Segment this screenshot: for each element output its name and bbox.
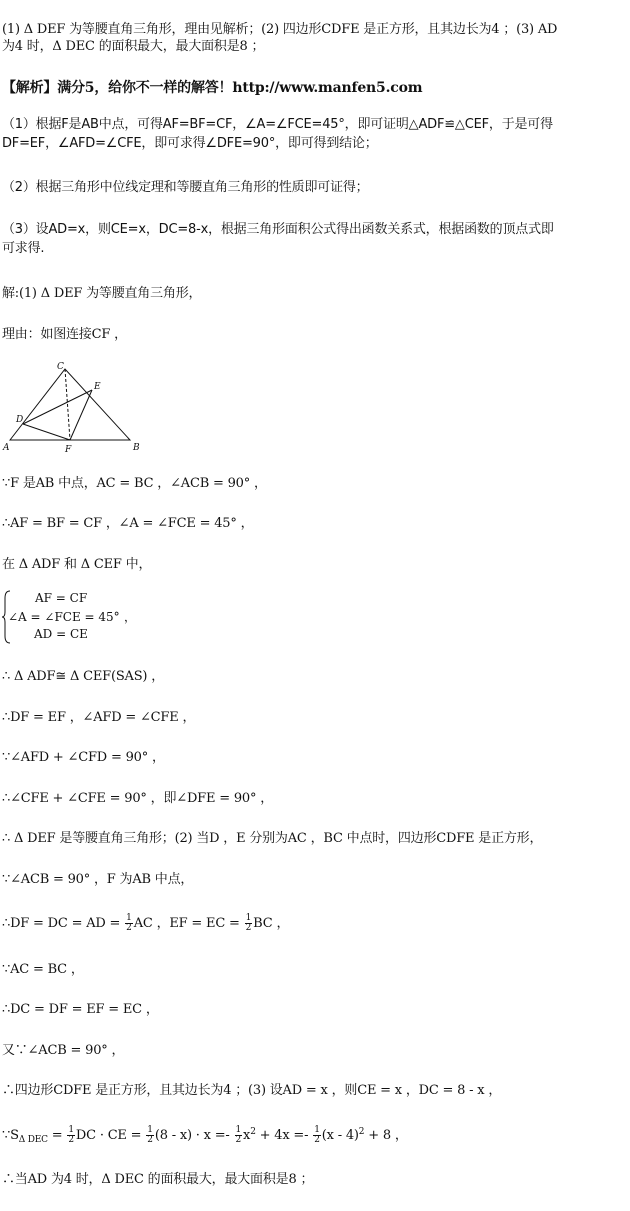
solution-line-5: 在 Δ ADF 和 Δ CEF 中， [2, 557, 152, 572]
fraction-half: $\frac{1}{2}$ [314, 1125, 320, 1145]
solution-line-2: 理由：如图连接CF ， [2, 327, 127, 342]
solution-line-14: ∴DC = DF = EF = EC ， [2, 1002, 159, 1017]
label-b: B [133, 443, 140, 453]
analysis-p3-line1: （3）设AD=x，则CE=x，DC=8-x，根据三角形面积公式得出函数关系式，根据函数的顶点式即 [2, 222, 554, 237]
segment-cf [65, 369, 70, 440]
analysis-p1-line1: （1）根据F是AB中点，可得AF=BF=CF，∠A=∠FCE=45°，即可证明△ADF≌△CEF，于是可得 [2, 117, 553, 132]
fraction-half: $\frac{1}{2}$ [235, 1125, 242, 1145]
label-d: D [16, 415, 24, 425]
solution-line-13: ∵AC = BC ， [2, 962, 84, 977]
system-row-1: AF = CF [35, 591, 88, 605]
fraction-half: $\frac{1}{2}$ [245, 913, 252, 933]
congruence-system [2, 590, 152, 646]
solution-line-8: ∵∠AFD + ∠CFD = 90° ， [2, 750, 165, 765]
solution-line-7: ∴DF = EF ，∠AFD = ∠CFE ， [2, 710, 196, 725]
analysis-p1-line2: DF=EF，∠AFD=∠CFE，即可求得∠DFE=90°，即可得到结论； [2, 136, 378, 151]
segment-df [23, 424, 70, 440]
solution-line-11: ∵∠ACB = 90° ，F 为AB 中点， [2, 872, 194, 887]
solution-line-9: ∴∠CFE + ∠CFE = 90° ，即∠DFE = 90° ， [2, 791, 274, 806]
solution-line-1: 解:(1) Δ DEF 为等腰直角三角形， [2, 286, 202, 301]
solution-line-12: ∴DF = DC = AD = $\frac{1}{2}$ AC ，EF = EC = $\frac{1}{2}$ BC ， [2, 913, 290, 933]
label-c: C [57, 362, 64, 372]
segment-fe [70, 390, 92, 440]
system-tail: ， [124, 610, 137, 624]
analysis-header: 【解析】满分5，给你不一样的解答！http://www.manfen5.com [2, 80, 423, 96]
label-f: F [65, 445, 72, 455]
system-row-2: ∠A = ∠FCE = 45° [8, 610, 120, 624]
answer-line-2: 为4 时，Δ DEC 的面积最大，最大面积是8 ； [2, 39, 265, 54]
label-a: A [3, 443, 10, 453]
fraction-half: $\frac{1}{2}$ [126, 913, 132, 933]
triangle-abc [10, 369, 130, 440]
answer-line-1: (1) Δ DEF 为等腰直角三角形，理由见解析；(2) 四边形CDFE 是正方形，且其边长为4 ；(3) AD [2, 22, 558, 37]
system-row-3: AD = CE [34, 627, 88, 641]
solution-line-10: ∴ Δ DEF 是等腰直角三角形；(2) 当D ，E 分别为AC ，BC 中点时，四边形CDFE 是正方形， [2, 831, 543, 846]
analysis-p3-line2: 可求得. [2, 241, 45, 256]
fraction-half: $\frac{1}{2}$ [147, 1125, 153, 1145]
segment-de [23, 390, 92, 424]
solution-line-15: 又∵∠ACB = 90° ， [2, 1043, 125, 1058]
label-e: E [94, 382, 101, 392]
analysis-p2: （2）根据三角形中位线定理和等腰直角三角形的性质即可证得； [2, 180, 369, 195]
fraction-half: $\frac{1}{2}$ [68, 1125, 74, 1145]
triangle-figure [2, 360, 152, 455]
solution-line-6: ∴ Δ ADF≅ Δ CEF(SAS) ， [2, 669, 165, 684]
solution-line-3: ∵F 是AB 中点，AC = BC ，∠ACB = 90° ， [2, 476, 267, 491]
solution-line-16: ∴四边形CDFE 是正方形，且其边长为4 ；(3) 设AD = x ，则CE = x ，DC = 8 - x ， [2, 1083, 502, 1098]
solution-line-18: ∴当AD 为4 时，Δ DEC 的面积最大，最大面积是8 ； [2, 1172, 314, 1187]
solution-line-17: $\because S_{\Delta DEC}$ = $\frac{1}{2}$ DC · CE = $\frac{1}{2}$ (8 - x) · x =- $\frac{1}{2}$ $x^2 + 4x$ =- $\frac{1}{2}$ (x - 4)$^2$ + 8 ， [2, 1125, 408, 1145]
solution-line-4: ∴AF = BF = CF ，∠A = ∠FCE = 45° ， [2, 516, 254, 531]
